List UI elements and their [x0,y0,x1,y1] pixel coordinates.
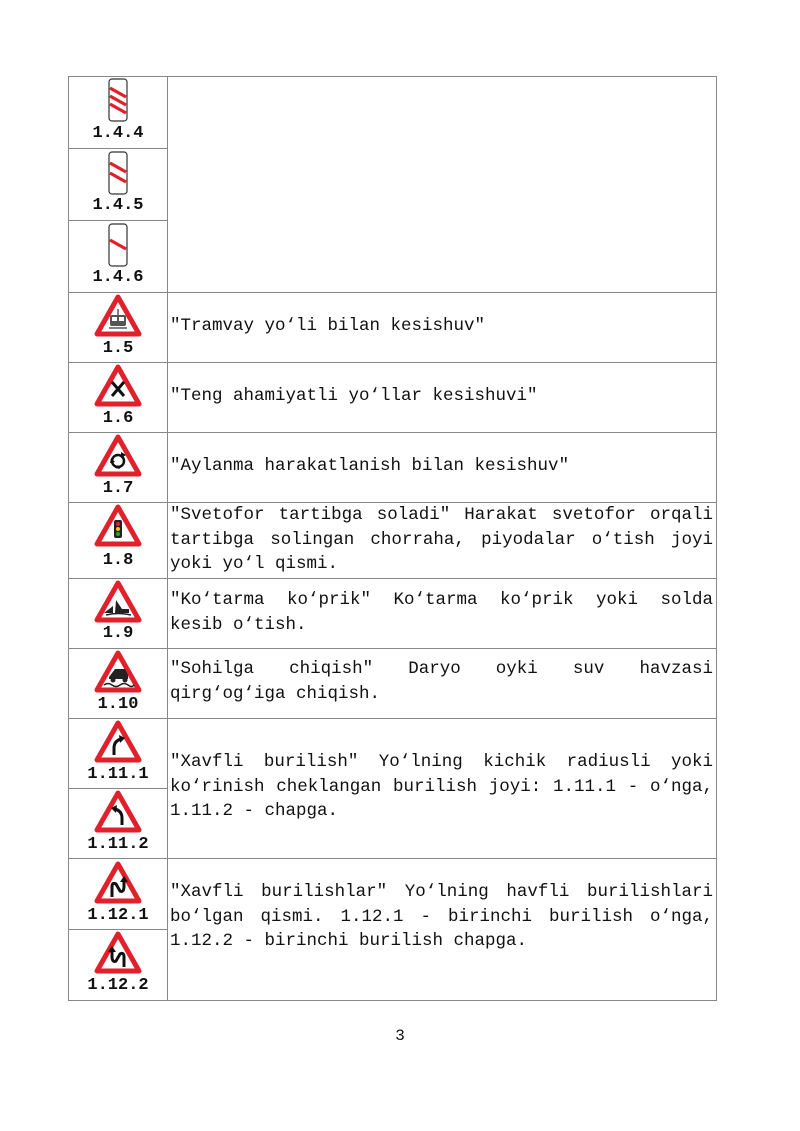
sign-description: "Tramvay yo‘li bilan kesishuv" [170,316,486,336]
row-divider [68,929,168,930]
dangerous-bend-left-sign-icon [95,791,141,833]
railroad-approach-three-stripes-icon [108,78,128,122]
sign-code: 1.12.1 [87,906,149,925]
sign-description: "Teng ahamiyatli yo‘llar kesishuvi" [170,386,538,406]
sign-code: 1.6 [102,409,134,428]
table-border-bottom [68,1000,717,1001]
sign-code: 1.11.1 [87,765,149,784]
dangerous-bend-right-sign-icon [95,721,141,763]
traffic-light-sign-icon [95,505,141,547]
sign-description: "Aylanma harakatlanish bilan kesishuv" [170,456,570,476]
sign-code: 1.4.4 [92,124,144,143]
sign-code: 1.10 [97,695,139,714]
row-divider [68,220,168,221]
roundabout-sign-icon [95,435,141,477]
sign-code: 1.4.6 [92,268,144,287]
row-divider [68,432,717,433]
sign-description: "Svetofor tartibga soladi" Harakat svetofor orqali tartibga solingan chorraha, piyodalar o‘tish joyi yoki yo‘l qismi. [170,505,713,574]
sign-description: "Xavfli burilishlar" Yo‘lning havfli burilishlari bo‘lgan qismi. 1.12.1 - birinchi burilish o‘nga, 1.12.2 - birinchi burilish chapga. [170,882,713,951]
double-bend-right-sign-icon [95,862,141,904]
double-bend-left-sign-icon [95,932,141,974]
page-number: 3 [395,1027,405,1045]
table-border-right [716,76,717,1001]
sign-code: 1.12.2 [87,976,149,995]
row-divider [68,858,717,859]
row-divider [68,292,717,293]
row-divider [68,148,168,149]
row-divider [68,578,717,579]
sign-code: 1.11.2 [87,835,149,854]
sign-description: "Sohilga chiqish" Daryo oyki suv havzasi qirg‘og‘iga chiqish. [170,659,713,704]
road-signs-table [68,76,717,1001]
sign-code: 1.5 [102,339,134,358]
riverbank-sign-icon [95,651,141,693]
row-divider [68,718,717,719]
row-divider [68,788,168,789]
sign-description: "Ko‘tarma ko‘prik" Ko‘tarma ko‘prik yoki solda kesib o‘tish. [170,590,713,635]
equal-roads-intersection-sign-icon [95,365,141,407]
row-divider [68,362,717,363]
sign-code: 1.8 [102,551,134,570]
sign-description: "Xavfli burilish" Yo‘lning kichik radiusli yoki ko‘rinish cheklangan burilish joyi: 1.11.1 - o‘nga, 1.11.2 - chapga. [170,752,713,821]
sign-code: 1.4.5 [92,196,144,215]
tram-crossing-sign-icon [95,295,141,337]
railroad-approach-one-stripe-icon [108,223,128,267]
table-border-top [68,76,717,77]
sign-code: 1.9 [102,624,134,643]
sign-code: 1.7 [102,479,134,498]
drawbridge-sign-icon [95,581,141,623]
railroad-approach-two-stripes-icon [108,151,128,195]
row-divider [68,648,717,649]
